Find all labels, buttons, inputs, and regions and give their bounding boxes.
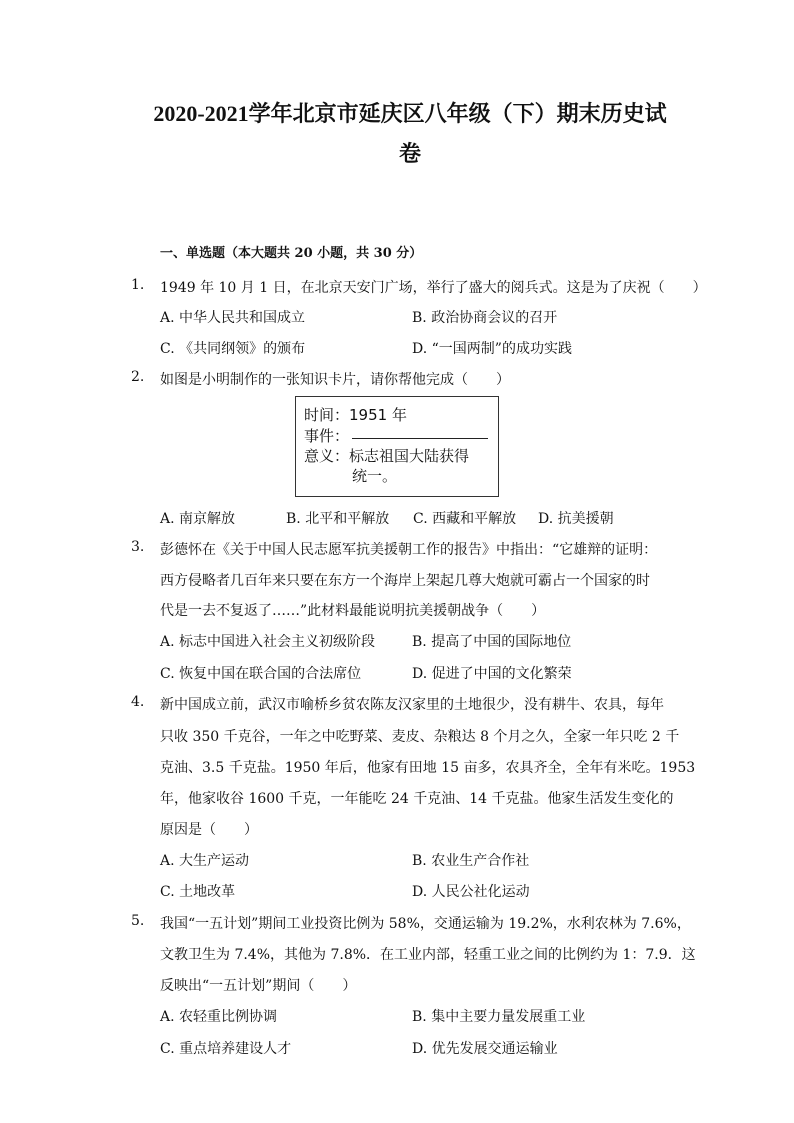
question-1-number: 1.	[131, 277, 145, 293]
question-4-option-b: B. 农业生产合作社	[412, 853, 530, 869]
question-2-option-a: A. 南京解放	[160, 511, 236, 527]
question-1-option-a: A. 中华人民共和国成立	[160, 310, 306, 326]
question-4-line-4: 年，他家收谷 1600 千克，一年能吃 24 千克油、14 千克盐。他家生活发生变化的	[160, 791, 674, 807]
question-5-line-2: 文教卫生为 7.4%，其他为 7.8%．在工业内部，轻重工业之间的比例约为 1：7.9．这	[160, 947, 696, 963]
question-3-line-2: 西方侵略者几百年来只要在东方一个海岸上架起几尊大炮就可霸占一个国家的时	[160, 573, 650, 589]
question-2-number: 2.	[131, 369, 145, 385]
question-4-line-5: 原因是（ ）	[160, 822, 258, 838]
question-2-option-b: B. 北平和平解放	[286, 511, 390, 527]
question-4-line-1: 新中国成立前，武汉市喻桥乡贫农陈友汉家里的土地很少，没有耕牛、农具，每年	[160, 697, 664, 713]
question-2-text: 如图是小明制作的一张知识卡片，请你帮他完成（ ）	[160, 372, 510, 388]
question-3-number: 3.	[131, 539, 145, 555]
question-5-line-3: 反映出“一五计划”期间（ ）	[160, 978, 357, 994]
card-time: 时间：1951 年	[304, 406, 407, 424]
knowledge-card	[295, 396, 499, 497]
question-4-option-d: D. 人民公社化运动	[412, 884, 530, 900]
question-2-option-c: C. 西藏和平解放	[413, 511, 517, 527]
exam-title-line-2: 卷	[398, 141, 421, 166]
question-3-option-a: A. 标志中国进入社会主义初级阶段	[160, 634, 376, 650]
section-heading: 一、单选题（本大题共 20 小题，共 30 分）	[160, 246, 423, 261]
question-3-option-b: B. 提高了中国的国际地位	[412, 634, 572, 650]
card-meaning-line-2: 统一。	[352, 467, 398, 485]
question-3-line-3: 代是一去不复返了……”此材料最能说明抗美援朝战争（ ）	[160, 603, 546, 619]
question-4-option-c: C. 土地改革	[160, 884, 236, 900]
card-event-blank	[352, 438, 488, 439]
exam-title-line-1: 2020-2021学年北京市延庆区八年级（下）期末历史试	[153, 101, 667, 126]
question-3-line-1: 彭德怀在《关于中国人民志愿军抗美援朝工作的报告》中指出：“它雄辩的证明：	[160, 542, 658, 558]
question-3-option-d: D. 促进了中国的文化繁荣	[412, 666, 572, 682]
question-5-option-c: C. 重点培养建设人才	[160, 1041, 292, 1057]
question-5-option-a: A. 农轻重比例协调	[160, 1009, 278, 1025]
question-1-text: 1949 年 10 月 1 日，在北京天安门广场，举行了盛大的阅兵式。这是为了庆祝（ ）	[160, 280, 707, 296]
question-1-option-b: B. 政治协商会议的召开	[412, 310, 558, 326]
question-4-line-2: 只收 350 千克谷，一年之中吃野菜、麦皮、杂粮达 8 个月之久，全家一年只吃 2 千	[160, 729, 680, 745]
question-5-number: 5.	[131, 913, 145, 929]
question-4-number: 4.	[131, 694, 145, 710]
question-5-option-d: D. 优先发展交通运输业	[412, 1041, 558, 1057]
question-5-line-1: 我国“一五计划”期间工业投资比例为 58%，交通运输为 19.2%，水利农林为 7.6%，	[160, 916, 691, 932]
exam-title	[140, 94, 680, 174]
question-2-option-d: D. 抗美援朝	[538, 511, 614, 527]
card-meaning-line-1: 意义：标志祖国大陆获得	[304, 447, 470, 465]
question-4-option-a: A. 大生产运动	[160, 853, 250, 869]
question-4-line-3: 克油、3.5 千克盐。1950 年后，他家有田地 15 亩多，农具齐全，全年有米吃。1953	[160, 760, 696, 776]
card-event: 事件：	[304, 427, 350, 445]
question-3-option-c: C. 恢复中国在联合国的合法席位	[160, 666, 362, 682]
question-1-option-c: C. 《共同纲领》的颁布	[160, 341, 306, 357]
question-5-option-b: B. 集中主要力量发展重工业	[412, 1009, 586, 1025]
question-1-option-d: D. “一国两制”的成功实践	[412, 341, 572, 357]
